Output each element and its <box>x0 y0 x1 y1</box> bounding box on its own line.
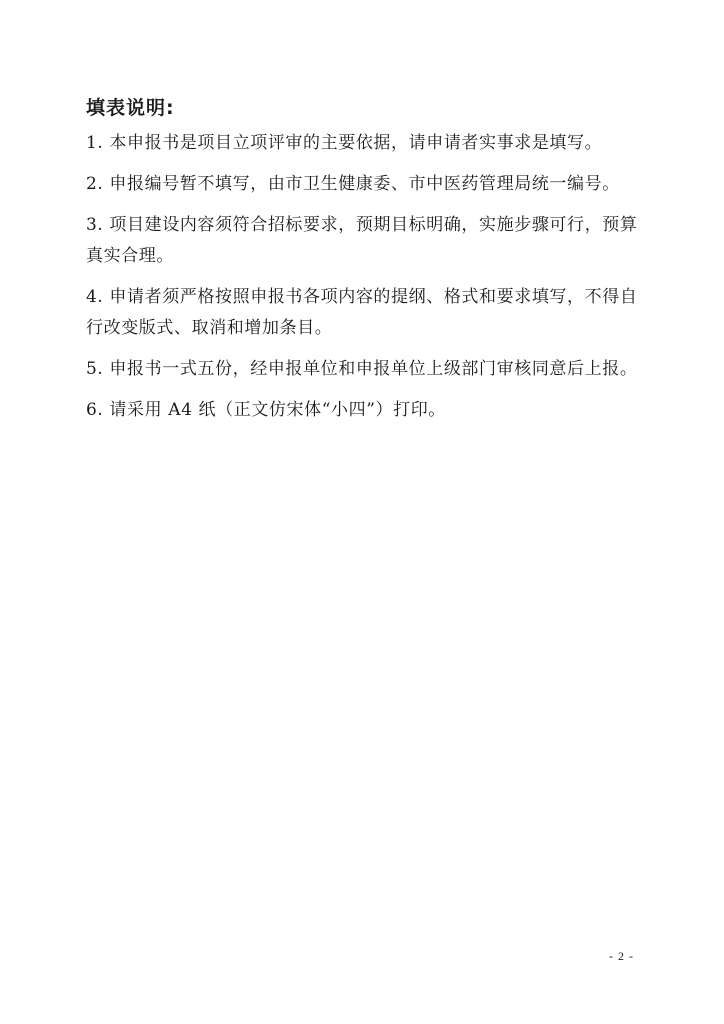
page-number: - 2 - <box>609 949 634 963</box>
instruction-item-2: 2. 申报编号暂不填写，由市卫生健康委、市中医药管理局统一编号。 <box>86 174 620 194</box>
instructions-list <box>86 128 646 436</box>
instruction-item-3: 3. 项目建设内容须符合招标要求，预期目标明确，实施步骤可行，预算真实合理。 <box>86 215 638 266</box>
instruction-item-4: 4. 申请者须严格按照申报书各项内容的提纲、格式和要求填写，不得自行改变版式、取消和增加条目。 <box>86 287 638 338</box>
instructions-heading: 填表说明: <box>86 97 175 119</box>
instruction-item-1: 1. 本申报书是项目立项评审的主要依据，请申请者实事求是填写。 <box>86 133 603 153</box>
instruction-item-5: 5. 申报书一式五份，经申报单位和申报单位上级部门审核同意后上报。 <box>86 359 638 379</box>
instruction-item-6: 6. 请采用 A4 纸（正文仿宋体“小四”）打印。 <box>86 400 446 420</box>
